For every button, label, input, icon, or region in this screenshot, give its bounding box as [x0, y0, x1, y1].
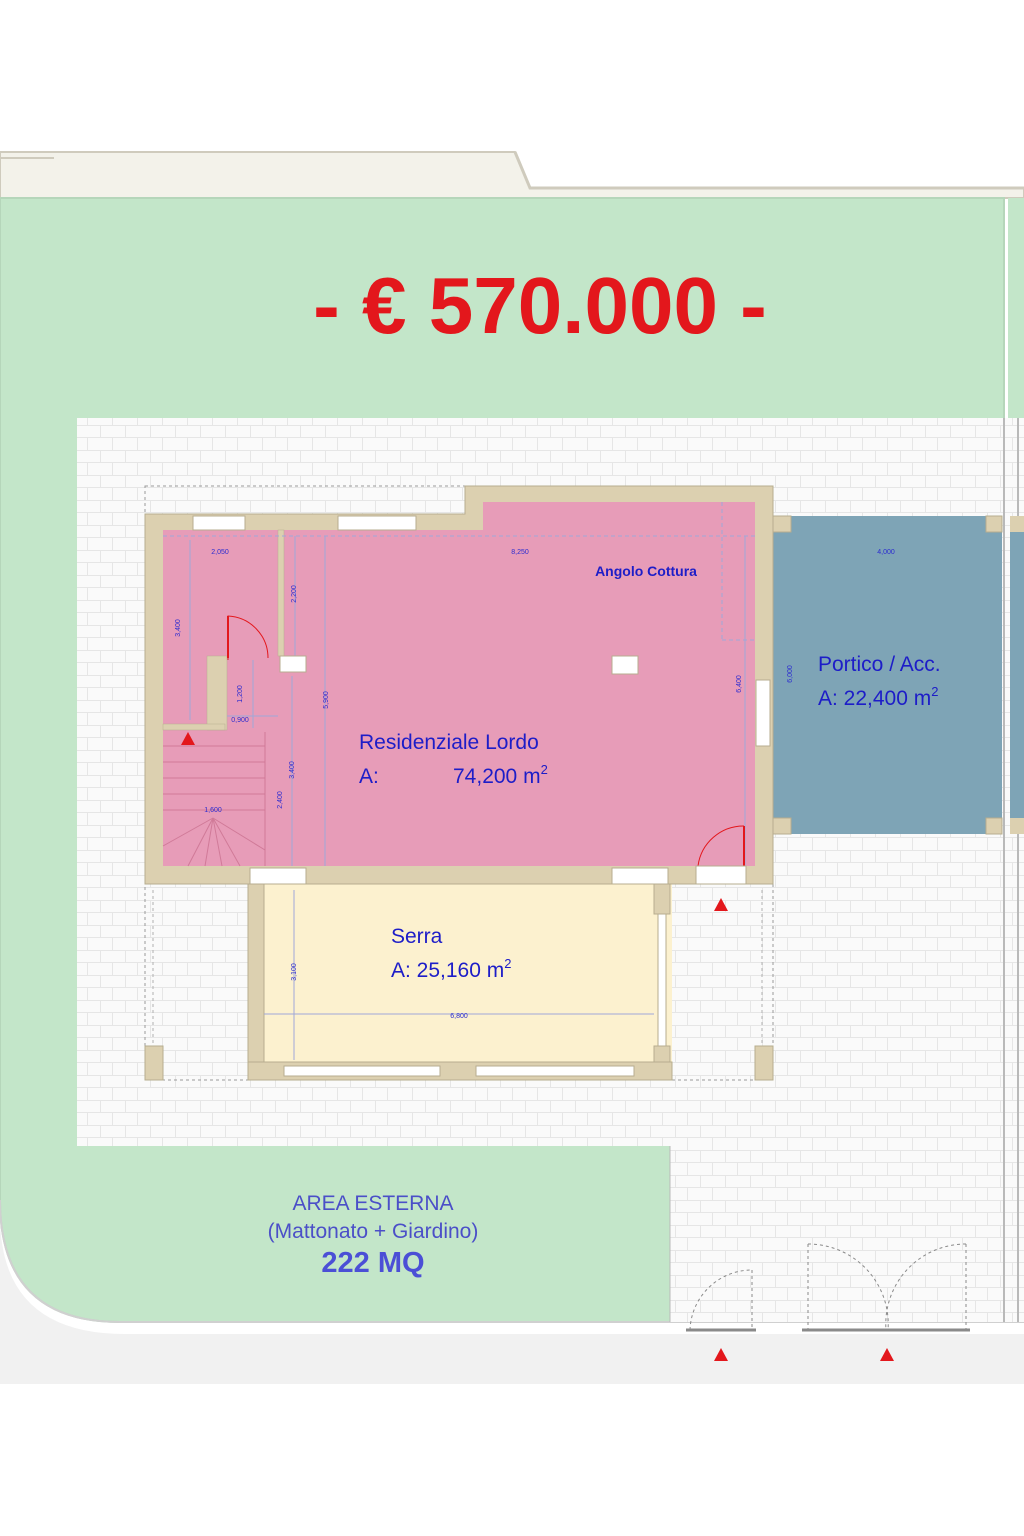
- price-label: - € 570.000 -: [313, 261, 767, 350]
- dim-6000: 6,000: [787, 665, 794, 683]
- residenziale-area-prefix: A:: [359, 765, 379, 788]
- dim-3100: 3,100: [291, 963, 298, 981]
- serra-area: A: 25,160 $m^2$: [391, 956, 512, 982]
- dim-4000: 4,000: [877, 549, 895, 556]
- dim-5900: 5,900: [323, 691, 330, 709]
- dim-1600: 1,600: [204, 807, 222, 814]
- dim-0900: 0,900: [231, 717, 249, 724]
- dim-3400-a: 3,400: [175, 619, 182, 637]
- dim-2200: 2,200: [291, 585, 298, 603]
- dim-6400: 6,400: [736, 675, 743, 693]
- dim-6800: 6,800: [450, 1013, 468, 1020]
- portico-area: A: 22,400 $m^2$: [818, 684, 939, 710]
- dim-3400-b: 3,400: [289, 761, 296, 779]
- dim-2400: 2,400: [277, 791, 284, 809]
- angolo-cottura-label: Angolo Cottura: [595, 563, 697, 579]
- dim-2050: 2,050: [211, 549, 229, 556]
- portico-name: Portico / Acc.: [818, 653, 941, 676]
- residenziale-area-value: 74,200 $m^2$: [453, 762, 548, 788]
- external-area-subtitle: (Mattonato + Giardino): [267, 1220, 479, 1243]
- garden-right-strip: [1008, 198, 1024, 418]
- external-area-title: AREA ESTERNA: [292, 1192, 454, 1215]
- residenziale-name: Residenziale Lordo: [359, 731, 539, 754]
- serra-name: Serra: [391, 925, 443, 948]
- street-top: [0, 152, 1024, 198]
- dim-8250: 8,250: [511, 549, 529, 556]
- external-area-size: 222 MQ: [321, 1247, 425, 1279]
- dim-1200: 1,200: [237, 685, 244, 703]
